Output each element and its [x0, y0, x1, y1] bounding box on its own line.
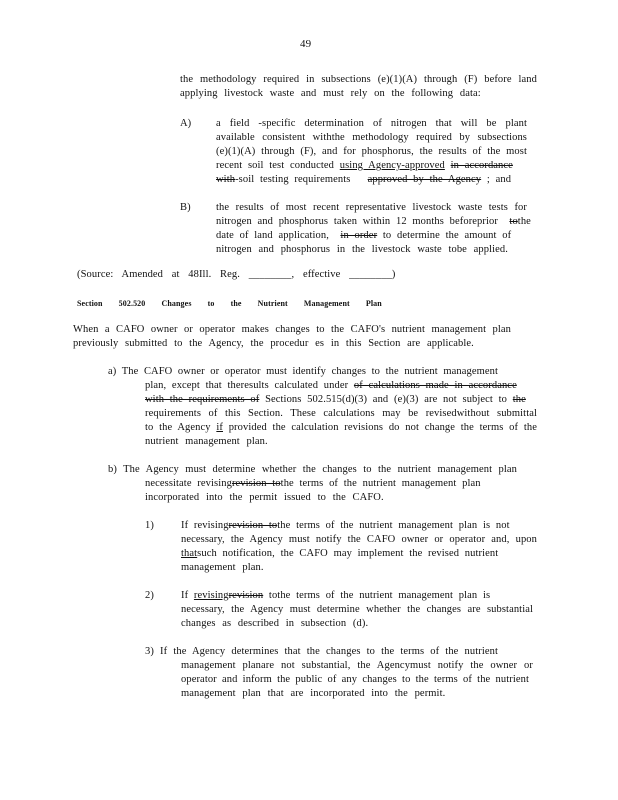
- inserted-text: revising: [193, 590, 229, 601]
- plain-text: If revising: [181, 520, 229, 531]
- paragraph-line: previously submitted to the Agency, the procedur es in this Section are applicable.: [73, 338, 474, 349]
- deleted-text: with the requirements of: [145, 394, 260, 405]
- deleted-text: the: [512, 394, 526, 405]
- plain-text: provided the calculation revisions do not change the terms of the: [222, 422, 537, 433]
- item-1-line: management plan.: [181, 562, 264, 573]
- item-2-line: necessary, the Agency must determine whether the changes are substantial: [181, 604, 533, 615]
- subsection-b-line: b) The Agency must determine whether the changes to the nutrient management plan: [108, 464, 517, 475]
- item-2-marker: 2): [145, 590, 154, 601]
- subsection-a-line: [145, 421, 537, 434]
- item-a-line: available consistent withthe methodology required by subsections: [216, 132, 527, 143]
- plain-text: ; and: [486, 174, 512, 185]
- page-number: 49: [300, 38, 312, 50]
- item-b-marker: B): [180, 202, 191, 213]
- item-1-line: [181, 547, 498, 560]
- section-heading: Section 502.520 Changes to the Nutrient Management Plan: [77, 298, 382, 309]
- deleted-text: in order: [340, 230, 378, 241]
- subsection-a-line: a) The CAFO owner or operator must identify changes to the nutrient management: [108, 366, 498, 377]
- item-2-line: [181, 589, 490, 602]
- deleted-text: in accordance: [450, 160, 513, 171]
- plain-text: to determine the amount of: [382, 230, 512, 241]
- item-3-line: management plan that are incorporated into the permit.: [181, 688, 446, 699]
- plain-text: nitrogen and phosphorus taken within 12 months beforeprior: [216, 216, 498, 227]
- plain-text: the terms of the nutrient management plan: [280, 478, 481, 489]
- intro-line: the methodology required in subsections (e)(1)(A) through (F) before land: [180, 74, 537, 85]
- item-3-line: operator and inform the public of any changes to the terms of the nutrient: [181, 674, 529, 685]
- item-1-line: [181, 519, 510, 532]
- item-3-line: management planare not substantial, the Agencymust notify the owner or: [181, 660, 533, 671]
- subsection-b-line: [145, 477, 481, 490]
- item-a-line: a field -specific determination of nitrogen that will be plant: [216, 118, 527, 129]
- item-1-line: necessary, the Agency must notify the CAFO owner or operator and, upon: [181, 534, 537, 545]
- deleted-text: approved by the Agency: [367, 174, 482, 185]
- item-a-line: [216, 159, 513, 172]
- item-a-marker: A): [180, 118, 192, 129]
- plain-text: necessitate revising: [145, 478, 232, 489]
- intro-line: applying livestock waste and must rely on the following data:: [180, 88, 481, 99]
- plain-text: -soil testing requirements: [235, 174, 351, 185]
- plain-text: date of land application,: [216, 230, 329, 241]
- subsection-a-line: [145, 393, 526, 406]
- plain-text: the: [517, 216, 531, 227]
- paragraph-line: When a CAFO owner or operator makes changes to the CAFO's nutrient management plan: [73, 324, 511, 335]
- deleted-text: revision to: [228, 520, 278, 531]
- item-b-line: [216, 215, 531, 228]
- plain-text: tothe terms of the nutrient management plan is: [263, 590, 491, 601]
- source-note: (Source: Amended at 48Ill. Reg. ________, effective ________): [77, 269, 396, 280]
- subsection-b-line: incorporated into the permit issued to the CAFO.: [145, 492, 384, 503]
- item-b-line: nitrogen and phosphorus in the livestock waste tobe applied.: [216, 244, 508, 255]
- item-a-line: [216, 173, 511, 186]
- inserted-text: that: [181, 548, 198, 559]
- inserted-text: if: [216, 422, 223, 433]
- plain-text: to the Agency: [145, 422, 211, 433]
- plain-text: recent soil test conducted: [216, 160, 335, 171]
- inserted-text: using Agency-approved: [339, 160, 445, 171]
- subsection-a-line: requirements of this Section. These calculations may be revisedwithout submittal: [145, 408, 537, 419]
- plain-text: plan, except that theresults calculated under: [145, 380, 349, 391]
- item-2-line: changes as described in subsection (d).: [181, 618, 369, 629]
- deleted-text: with: [216, 174, 236, 185]
- plain-text: Sections 502.515(d)(3) and (e)(3) are not subject to: [259, 394, 508, 405]
- item-b-line: the results of most recent representative livestock waste tests for: [216, 202, 527, 213]
- item-3-line: 3) If the Agency determines that the changes to the terms of the nutrient: [145, 646, 498, 657]
- deleted-text: revision to: [231, 478, 281, 489]
- deleted-text: of calculations made in accordance: [353, 380, 517, 391]
- subsection-a-line: nutrient management plan.: [145, 436, 268, 447]
- item-b-line: [216, 229, 511, 242]
- item-a-line: (e)(1)(A) through (F), and for phosphorus, the results of the most: [216, 146, 527, 157]
- plain-text: such notification, the CAFO may implement the revised nutrient: [197, 548, 499, 559]
- plain-text: If: [181, 590, 194, 601]
- item-1-marker: 1): [145, 520, 154, 531]
- deleted-text: revision: [228, 590, 264, 601]
- deleted-text: to: [509, 216, 518, 227]
- subsection-a-line: [145, 379, 517, 392]
- plain-text: the terms of the nutrient management plan is not: [277, 520, 510, 531]
